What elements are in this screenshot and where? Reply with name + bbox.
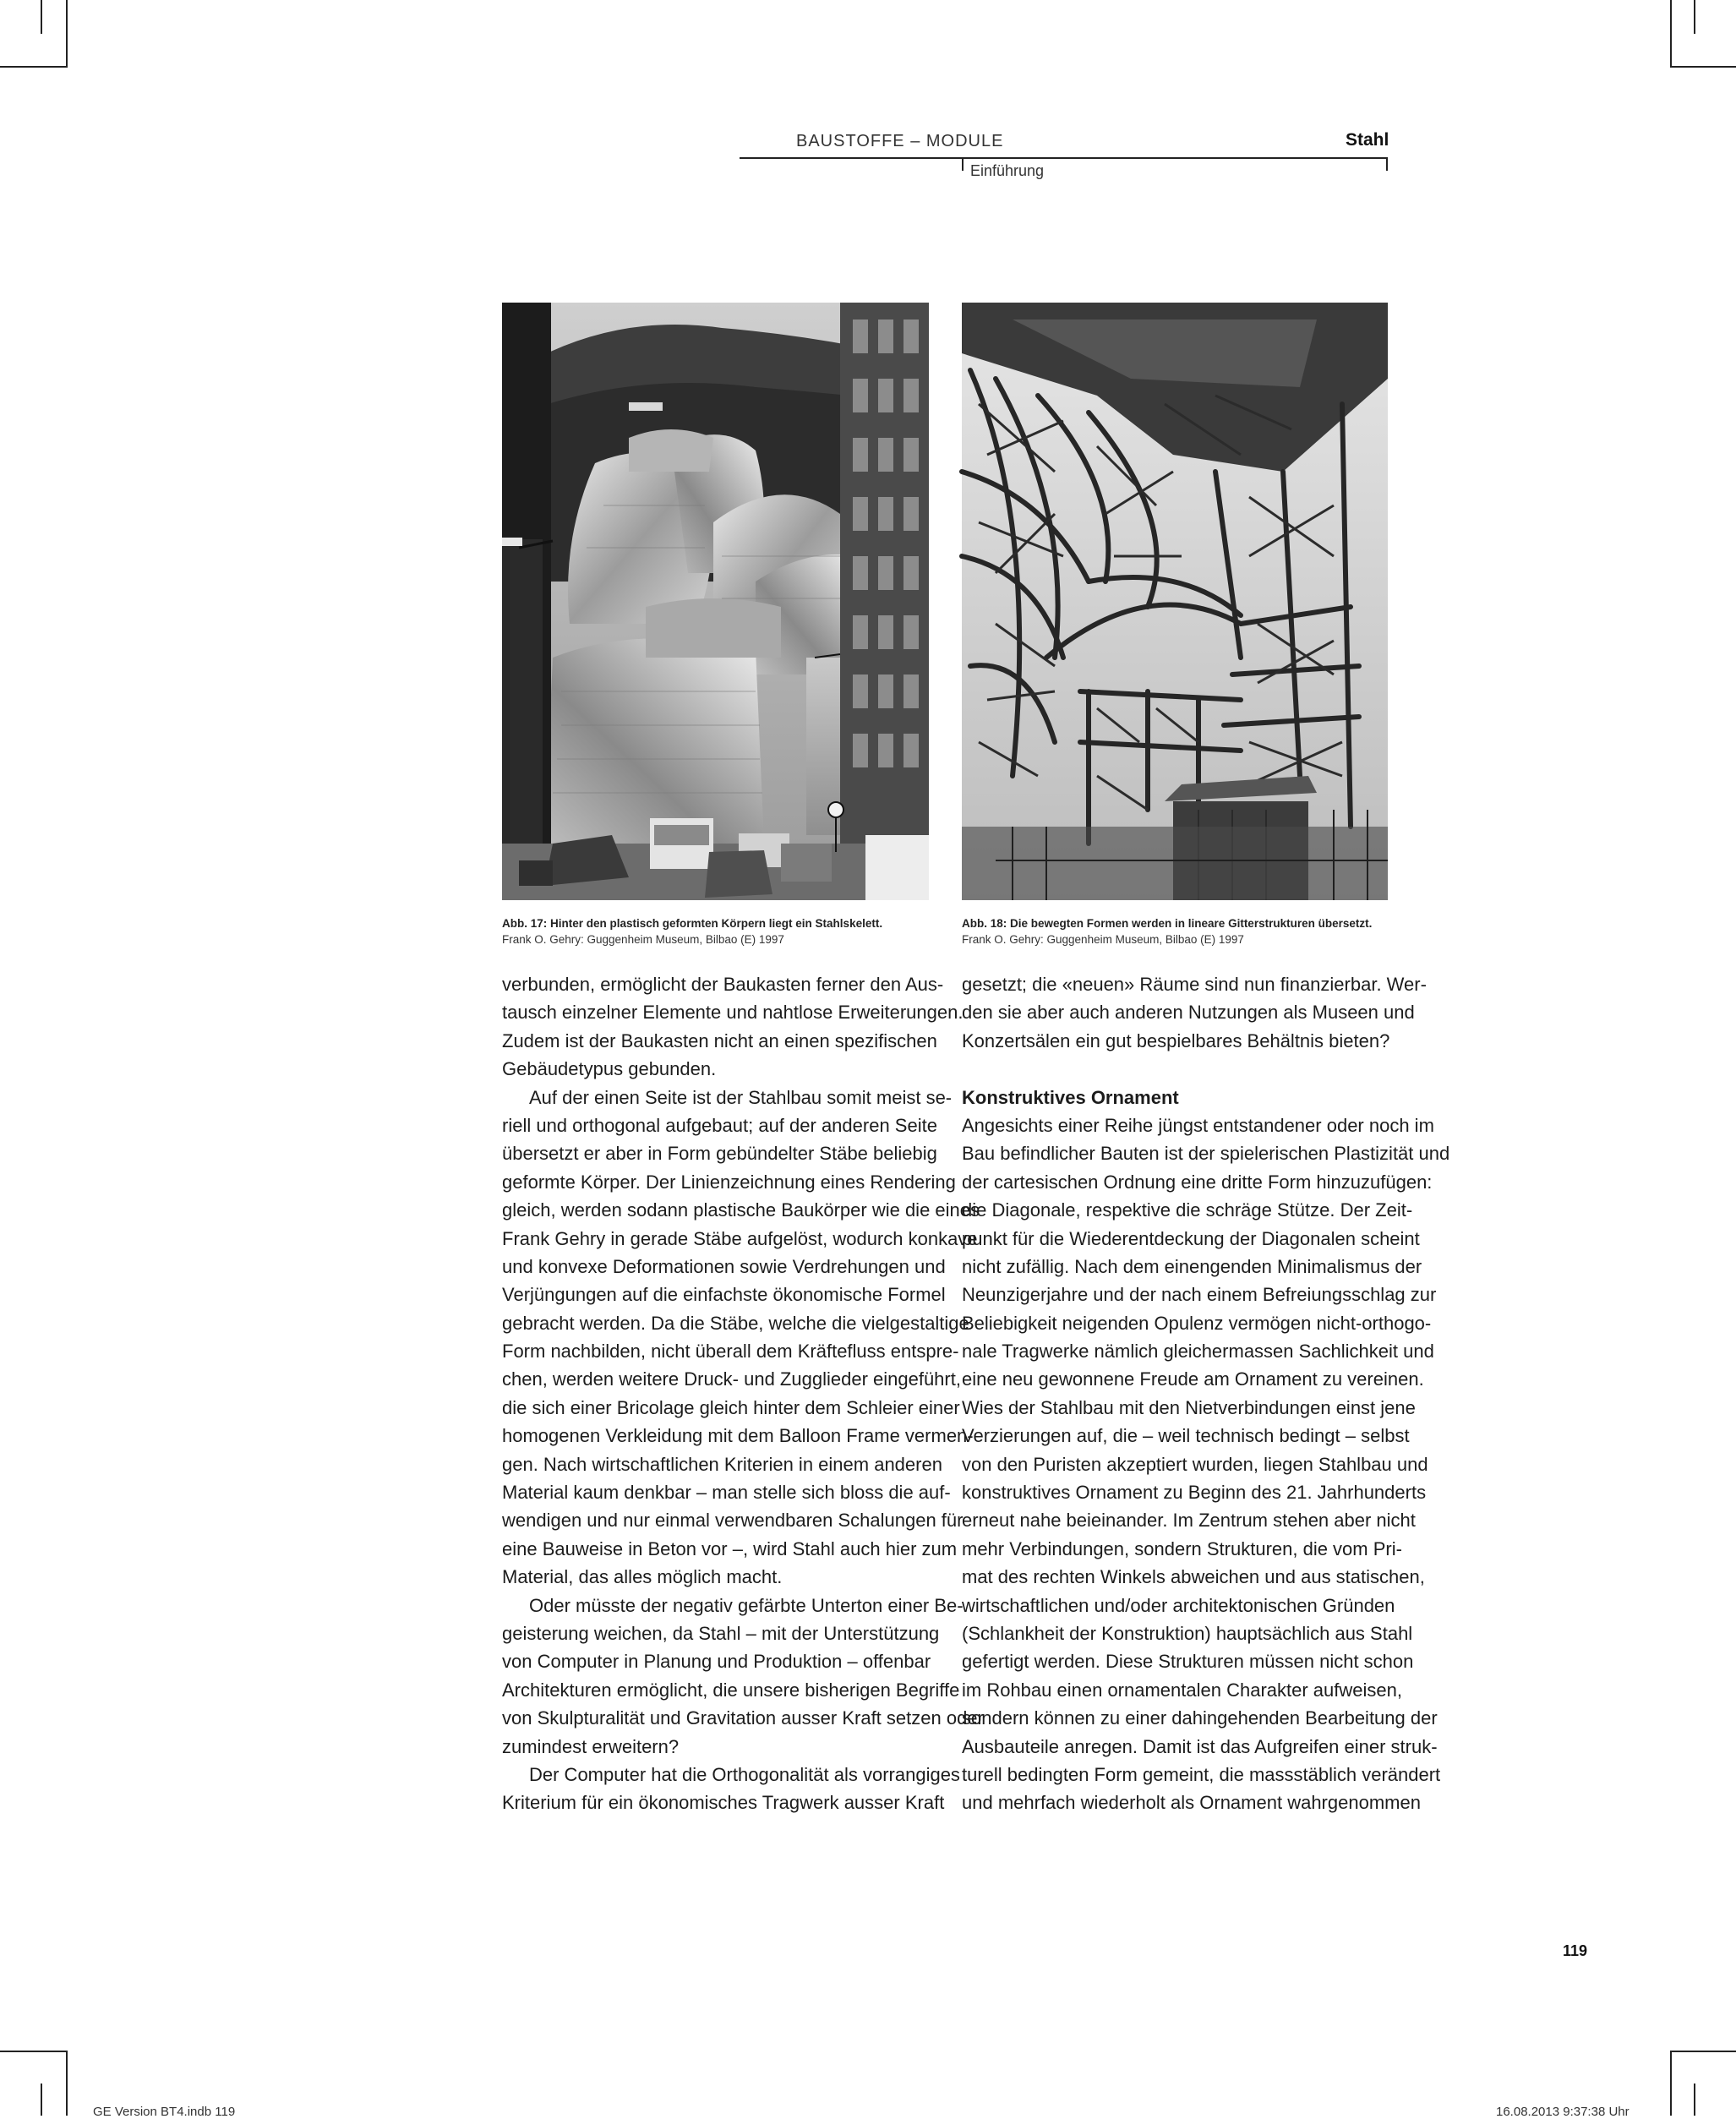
text-line: sondern können zu einer dahingehenden Bearbeitung der xyxy=(962,1707,1438,1729)
header-rule-tick xyxy=(962,159,964,171)
paragraph-gap xyxy=(962,1055,1388,1083)
text-line: übersetzt er aber in Form gebündelter Stäbe beliebig xyxy=(502,1143,937,1165)
left-column-text xyxy=(502,970,984,1817)
crop-mark xyxy=(0,66,66,68)
text-line: gesetzt; die «neuen» Räume sind nun finanzierbar. Wer- xyxy=(962,974,1427,995)
header-rule-tick xyxy=(1386,157,1388,171)
crop-mark xyxy=(1670,66,1736,68)
text-line: Oder müsste der negativ gefärbte Unterton einer Be- xyxy=(529,1594,964,1616)
text-line: eine Bauweise in Beton vor –, wird Stahl auch hier zum xyxy=(502,1537,958,1559)
text-line: den sie aber auch anderen Nutzungen als Museen und xyxy=(962,1002,1415,1024)
crop-mark xyxy=(66,2051,68,2116)
text-line: turell bedingten Form gemeint, die massstäblich verändert xyxy=(962,1763,1441,1785)
text-line: wendigen und nur einmal verwendbaren Schalungen für xyxy=(502,1510,964,1532)
running-header-subsection: Einführung xyxy=(970,162,1045,179)
text-line: Konzertsälen ein gut bespielbares Behältnis bieten? xyxy=(962,1029,1390,1051)
text-line: nale Tragwerke nämlich gleichermassen Sachlichkeit und xyxy=(962,1341,1434,1363)
text-line: die Diagonale, respektive die schräge Stütze. Der Zeit- xyxy=(962,1199,1413,1221)
text-line: gen. Nach wirtschaftlichen Kriterien in einem anderen xyxy=(502,1453,942,1475)
text-line: und konvexe Deformationen sowie Verdrehungen und xyxy=(502,1255,946,1277)
text-line: die sich einer Bricolage gleich hinter dem Schleier einer xyxy=(502,1396,960,1418)
text-line: Bau befindlicher Bauten ist der spielerischen Plastizität und xyxy=(962,1143,1450,1165)
header-rule xyxy=(740,157,1388,159)
crop-mark xyxy=(1670,0,1672,68)
text-line: mat des rechten Winkels abweichen und aus statischen, xyxy=(962,1566,1425,1588)
text-line: gleich, werden sodann plastische Baukörper wie die eines xyxy=(502,1199,980,1221)
text-line: geformte Körper. Der Linienzeichnung eines Rendering xyxy=(502,1171,956,1193)
crop-mark xyxy=(0,2051,66,2052)
text-line: konstruktives Ornament zu Beginn des 21. Jahrhunderts xyxy=(962,1482,1427,1504)
text-line: chen, werden weitere Druck- und Zugglieder eingeführt, xyxy=(502,1368,961,1390)
text-line: Ausbauteile anregen. Damit ist das Aufgreifen einer struk- xyxy=(962,1735,1438,1757)
crop-mark xyxy=(1694,2084,1695,2116)
text-line: Form nachbilden, nicht überall dem Kräftefluss entspre- xyxy=(502,1341,959,1363)
crop-mark xyxy=(1694,0,1695,34)
figure-18-credit: Frank O. Gehry: Guggenheim Museum, Bilbao (E) 1997 xyxy=(962,933,1244,946)
page-number: 119 xyxy=(1563,1942,1588,1959)
crop-mark xyxy=(41,0,42,34)
running-header-section: BAUSTOFFE – MODULE xyxy=(796,132,1004,150)
text-line: Wies der Stahlbau mit den Nietverbindungen einst jene xyxy=(962,1396,1416,1418)
text-line: im Rohbau einen ornamentalen Charakter aufweisen, xyxy=(962,1679,1402,1701)
text-line: Zudem ist der Baukasten nicht an einen spezifischen xyxy=(502,1029,937,1051)
text-line: eine neu gewonnene Freude am Ornament zu vereinen. xyxy=(962,1368,1424,1390)
text-line: zumindest erweitern? xyxy=(502,1735,680,1757)
text-line: punkt für die Wiederentdeckung der Diagonalen scheint xyxy=(962,1227,1420,1249)
text-line: gefertigt werden. Diese Strukturen müssen nicht schon xyxy=(962,1651,1414,1673)
guggenheim-exterior-image xyxy=(502,303,929,900)
text-line: von den Puristen akzeptiert wurden, liegen Stahlbau und xyxy=(962,1453,1428,1475)
text-line: und mehrfach wiederholt als Ornament wahrgenommen xyxy=(962,1792,1421,1814)
text-line: nicht zufällig. Nach dem einengenden Minimalismus der xyxy=(962,1255,1422,1277)
text-line: Frank Gehry in gerade Stäbe aufgelöst, wodurch konkave xyxy=(502,1227,978,1249)
text-line: Angesichts einer Reihe jüngst entstandener oder noch im xyxy=(962,1114,1434,1136)
text-line: Material kaum denkbar – man stelle sich bloss die auf- xyxy=(502,1482,951,1504)
figure-17-photo xyxy=(502,303,929,900)
text-line: von Skulpturalität und Gravitation ausser Kraft setzen oder xyxy=(502,1707,984,1729)
crop-mark xyxy=(66,0,68,68)
figure-18-caption: Abb. 18: Die bewegten Formen werden in lineare Gitterstrukturen übersetzt. xyxy=(962,917,1373,930)
text-line: erneut nahe beieinander. Im Zentrum stehen aber nicht xyxy=(962,1510,1416,1532)
crop-mark xyxy=(41,2084,42,2116)
text-line: Beliebigkeit neigenden Opulenz vermögen nicht-orthogo- xyxy=(962,1312,1432,1334)
text-line: Gebäudetypus gebunden. xyxy=(502,1058,717,1080)
text-line: wirtschaftlichen und/oder architektonischen Gründen xyxy=(962,1594,1395,1616)
text-line: homogenen Verkleidung mit dem Balloon Frame vermen- xyxy=(502,1425,974,1447)
text-line: riell und orthogonal aufgebaut; auf der anderen Seite xyxy=(502,1114,937,1136)
text-line: gebracht werden. Da die Stäbe, welche die vielgestaltige xyxy=(502,1312,969,1334)
figure-18-photo xyxy=(962,303,1388,900)
crop-mark xyxy=(1670,2051,1672,2116)
slug-timestamp: 16.08.2013 9:37:38 Uhr xyxy=(1496,2105,1630,2119)
section-heading: Konstruktives Ornament xyxy=(962,1086,1179,1108)
figure-17-credit: Frank O. Gehry: Guggenheim Museum, Bilbao (E) 1997 xyxy=(502,933,784,946)
text-line: Auf der einen Seite ist der Stahlbau somit meist se- xyxy=(529,1086,953,1108)
slug-file: GE Version BT4.indb 119 xyxy=(93,2105,236,2119)
steel-lattice-image xyxy=(962,303,1388,900)
text-line: mehr Verbindungen, sondern Strukturen, die vom Pri- xyxy=(962,1537,1402,1559)
text-line: geisterung weichen, da Stahl – mit der Unterstützung xyxy=(502,1622,940,1644)
text-line: von Computer in Planung und Produktion – offenbar xyxy=(502,1651,931,1673)
crop-mark xyxy=(1670,2051,1736,2052)
text-line: Architekturen ermöglicht, die unsere bisherigen Begriffe xyxy=(502,1679,960,1701)
text-line: Verjüngungen auf die einfachste ökonomische Formel xyxy=(502,1284,946,1306)
text-line: Material, das alles möglich macht. xyxy=(502,1566,783,1588)
text-line: Neunzigerjahre und der nach einem Befreiungsschlag zur xyxy=(962,1284,1437,1306)
text-line: Verzierungen auf, die – weil technisch bedingt – selbst xyxy=(962,1425,1410,1447)
text-line: tausch einzelner Elemente und nahtlose Erweiterungen. xyxy=(502,1002,964,1024)
right-column-text xyxy=(962,970,1450,1817)
text-line: Kriterium für ein ökonomisches Tragwerk ausser Kraft xyxy=(502,1792,945,1814)
text-line: verbunden, ermöglicht der Baukasten ferner den Aus- xyxy=(502,974,944,995)
text-line: Der Computer hat die Orthogonalität als vorrangiges xyxy=(529,1763,960,1785)
text-line: (Schlankheit der Konstruktion) hauptsächlich aus Stahl xyxy=(962,1622,1413,1644)
figure-17-caption: Abb. 17: Hinter den plastisch geformten Körpern liegt ein Stahlskelett. xyxy=(502,917,883,930)
running-header-topic: Stahl xyxy=(1346,130,1389,150)
text-line: der cartesischen Ordnung eine dritte Form hinzuzufügen: xyxy=(962,1171,1433,1193)
